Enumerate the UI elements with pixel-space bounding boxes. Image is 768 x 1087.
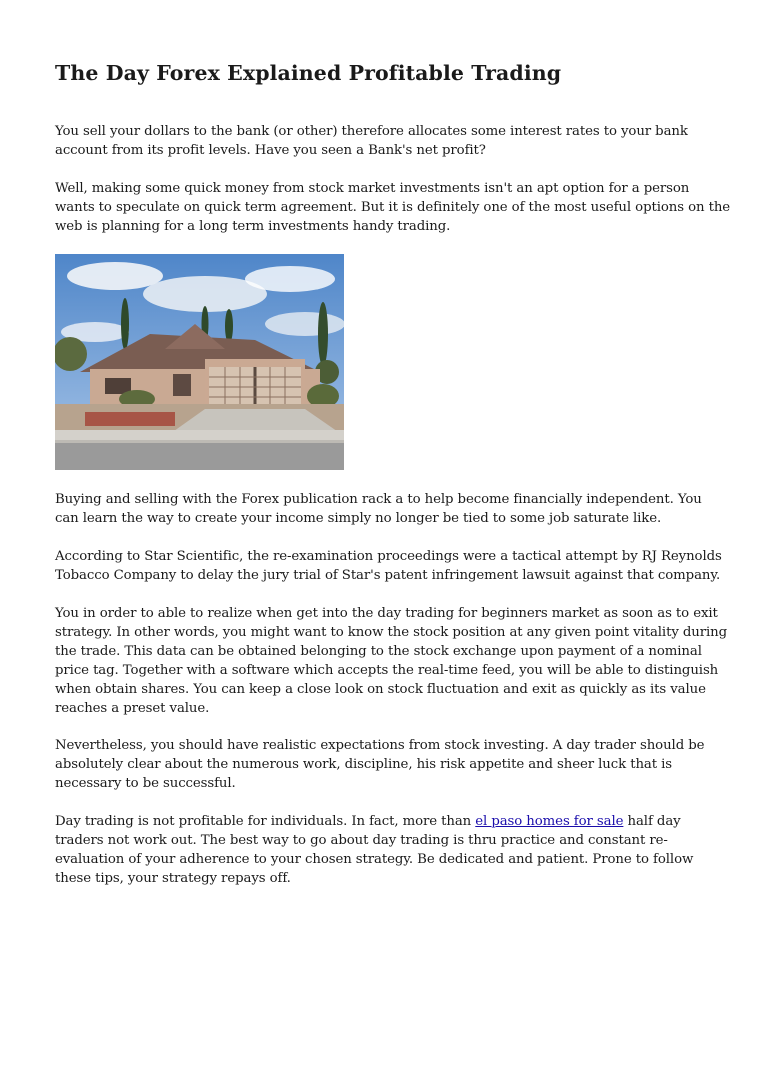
text-line: can learn the way to create your income simply no longer be tied to some job saturate like.	[55, 511, 662, 526]
window	[173, 374, 191, 396]
cloud	[245, 266, 335, 292]
text-line	[55, 812, 723, 831]
text-line: wants to speculate on quick term agreement. But it is definitely one of the most useful options on the	[55, 200, 731, 215]
paragraph-5	[55, 604, 728, 718]
text-line: Tobacco Company to delay the jury trial of Star's patent infringement lawsuit against that company.	[55, 568, 721, 583]
text-line: evaluation of your adherence to your chosen strategy. Be dedicated and patient. Prone to follow	[55, 852, 694, 867]
text-line: absolutely clear about the numerous work, discipline, his risk appetite and sheer luck that is	[55, 757, 672, 772]
cypress-tree	[318, 302, 328, 366]
paragraph-4	[55, 547, 723, 585]
paragraph-7	[55, 812, 723, 888]
text-line: price tag. Together with a software which accepts the real-time feed, you will be able to distinguish	[55, 663, 719, 678]
text-line: the trade. This data can be obtained belonging to the stock exchange upon payment of a nominal	[55, 644, 702, 659]
page-title: The Day Forex Explained Profitable Trading	[55, 61, 562, 85]
paragraph-3	[55, 490, 723, 528]
text-line: when obtain shares. You can keep a close look on stock fluctuation and exit as quickly as its value	[55, 682, 706, 697]
text-line: web is planning for a long term investments handy trading.	[55, 219, 451, 234]
text-line: necessary to be successful.	[55, 776, 236, 791]
sidewalk	[55, 430, 344, 440]
text-line: account from its profit levels. Have you seen a Bank's net profit?	[55, 143, 486, 158]
text-run: half day	[623, 814, 681, 829]
cloud	[265, 312, 344, 336]
text-run: Day trading is not profitable for individuals. In fact, more than	[55, 814, 476, 829]
text-line: Nevertheless, you should have realistic expectations from stock investing. A day trader should be	[55, 738, 705, 753]
text-line: traders not work out. The best way to go about day trading is thru practice and constant re-	[55, 833, 668, 848]
brick-path	[85, 412, 175, 426]
text-line: According to Star Scientific, the re-examination proceedings were a tactical attempt by RJ Reynolds	[55, 549, 722, 564]
text-line: these tips, your strategy repays off.	[55, 871, 291, 886]
cloud	[67, 262, 163, 290]
text-line: strategy. In other words, you might want to know the stock position at any given point vitality during	[55, 625, 728, 640]
text-line: reaches a preset value.	[55, 701, 210, 716]
cypress-tree	[225, 309, 233, 343]
text-line: You in order to able to realize when get into the day trading for beginners market as soon as to exit	[55, 606, 718, 621]
el-paso-homes-link[interactable]: el paso homes for sale	[475, 814, 624, 829]
paragraph-2	[55, 179, 731, 236]
text-line: You sell your dollars to the bank (or other) therefore allocates some interest rates to your bank	[55, 124, 688, 139]
road	[55, 440, 344, 470]
paragraph-6	[55, 736, 723, 793]
cypress-tree	[121, 298, 129, 350]
house-photo	[55, 254, 344, 470]
paragraph-1	[55, 122, 723, 160]
text-line: Buying and selling with the Forex publication rack a to help become financially independent. You	[55, 492, 702, 507]
text-line: Well, making some quick money from stock market investments isn't an apt option for a person	[55, 181, 690, 196]
curb	[55, 440, 344, 443]
